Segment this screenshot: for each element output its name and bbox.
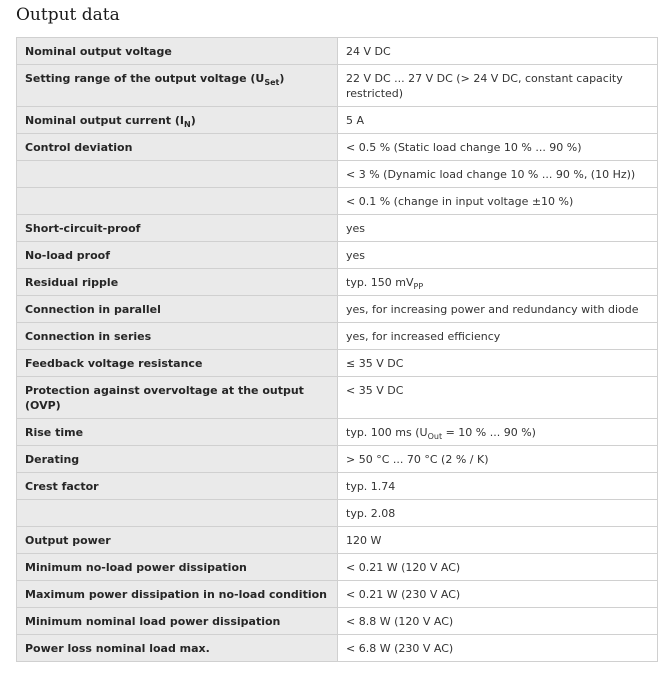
table-row (17, 377, 658, 419)
row-label: Maximum power dissipation in no-load condition (17, 581, 338, 608)
row-value: 120 W (338, 527, 658, 554)
row-value (338, 419, 658, 446)
value-subscript: Out (427, 432, 443, 441)
label-subscript: N (184, 120, 191, 129)
label-text: Setting range of the output voltage (U (25, 72, 265, 85)
row-value (338, 269, 658, 296)
value-text: = 10 % ... 90 %) (442, 426, 536, 439)
table-row (17, 242, 658, 269)
row-label: Connection in series (17, 323, 338, 350)
row-label (17, 65, 338, 107)
table-row (17, 608, 658, 635)
row-value: < 35 V DC (338, 377, 658, 419)
row-value: > 50 °C ... 70 °C (2 % / K) (338, 446, 658, 473)
table-row (17, 215, 658, 242)
table-row (17, 473, 658, 500)
table-row (17, 38, 658, 65)
row-label (17, 500, 338, 527)
row-label: Residual ripple (17, 269, 338, 296)
table-row (17, 134, 658, 161)
label-text: Nominal output current (I (25, 114, 184, 127)
row-label (17, 161, 338, 188)
row-label: Protection against overvoltage at the output (OVP) (17, 377, 338, 419)
row-label: Output power (17, 527, 338, 554)
table-row (17, 527, 658, 554)
output-data-table (16, 37, 658, 662)
table-row (17, 161, 658, 188)
table-row (17, 188, 658, 215)
table-row (17, 323, 658, 350)
table-row (17, 65, 658, 107)
row-label: Power loss nominal load max. (17, 635, 338, 662)
row-value: yes (338, 242, 658, 269)
row-value: typ. 1.74 (338, 473, 658, 500)
table-row (17, 269, 658, 296)
row-value: < 8.8 W (120 V AC) (338, 608, 658, 635)
table-row (17, 419, 658, 446)
section-title: Output data (16, 5, 120, 25)
table-row (17, 446, 658, 473)
row-value: yes (338, 215, 658, 242)
row-value: 5 A (338, 107, 658, 134)
table-row (17, 500, 658, 527)
table-row (17, 581, 658, 608)
row-value: < 0.1 % (change in input voltage ±10 %) (338, 188, 658, 215)
label-text: ) (279, 72, 285, 85)
row-value: < 6.8 W (230 V AC) (338, 635, 658, 662)
row-label: Short-circuit-proof (17, 215, 338, 242)
label-text: ) (190, 114, 196, 127)
table-row (17, 635, 658, 662)
row-value: yes, for increasing power and redundancy with diode (338, 296, 658, 323)
row-label: Control deviation (17, 134, 338, 161)
row-value: < 3 % (Dynamic load change 10 % ... 90 %, (10 Hz)) (338, 161, 658, 188)
row-label (17, 188, 338, 215)
table-row (17, 107, 658, 134)
row-value: yes, for increased efficiency (338, 323, 658, 350)
row-label: Minimum nominal load power dissipation (17, 608, 338, 635)
row-label: Minimum no-load power dissipation (17, 554, 338, 581)
row-label: Nominal output voltage (17, 38, 338, 65)
table-row (17, 296, 658, 323)
row-label: Connection in parallel (17, 296, 338, 323)
row-value: < 0.5 % (Static load change 10 % ... 90 %) (338, 134, 658, 161)
row-value: < 0.21 W (230 V AC) (338, 581, 658, 608)
value-text: typ. 150 mV (346, 276, 414, 289)
label-subscript: Set (264, 78, 280, 87)
row-value: ≤ 35 V DC (338, 350, 658, 377)
row-value: < 0.21 W (120 V AC) (338, 554, 658, 581)
row-value: 24 V DC (338, 38, 658, 65)
row-label (17, 107, 338, 134)
row-value: typ. 2.08 (338, 500, 658, 527)
value-text: typ. 100 ms (U (346, 426, 428, 439)
value-subscript: PP (413, 282, 424, 291)
row-value: 22 V DC ... 27 V DC (> 24 V DC, constant capacity restricted) (338, 65, 658, 107)
row-label: Derating (17, 446, 338, 473)
row-label: Feedback voltage resistance (17, 350, 338, 377)
row-label: No-load proof (17, 242, 338, 269)
table-row (17, 554, 658, 581)
row-label: Rise time (17, 419, 338, 446)
table-row (17, 350, 658, 377)
row-label: Crest factor (17, 473, 338, 500)
